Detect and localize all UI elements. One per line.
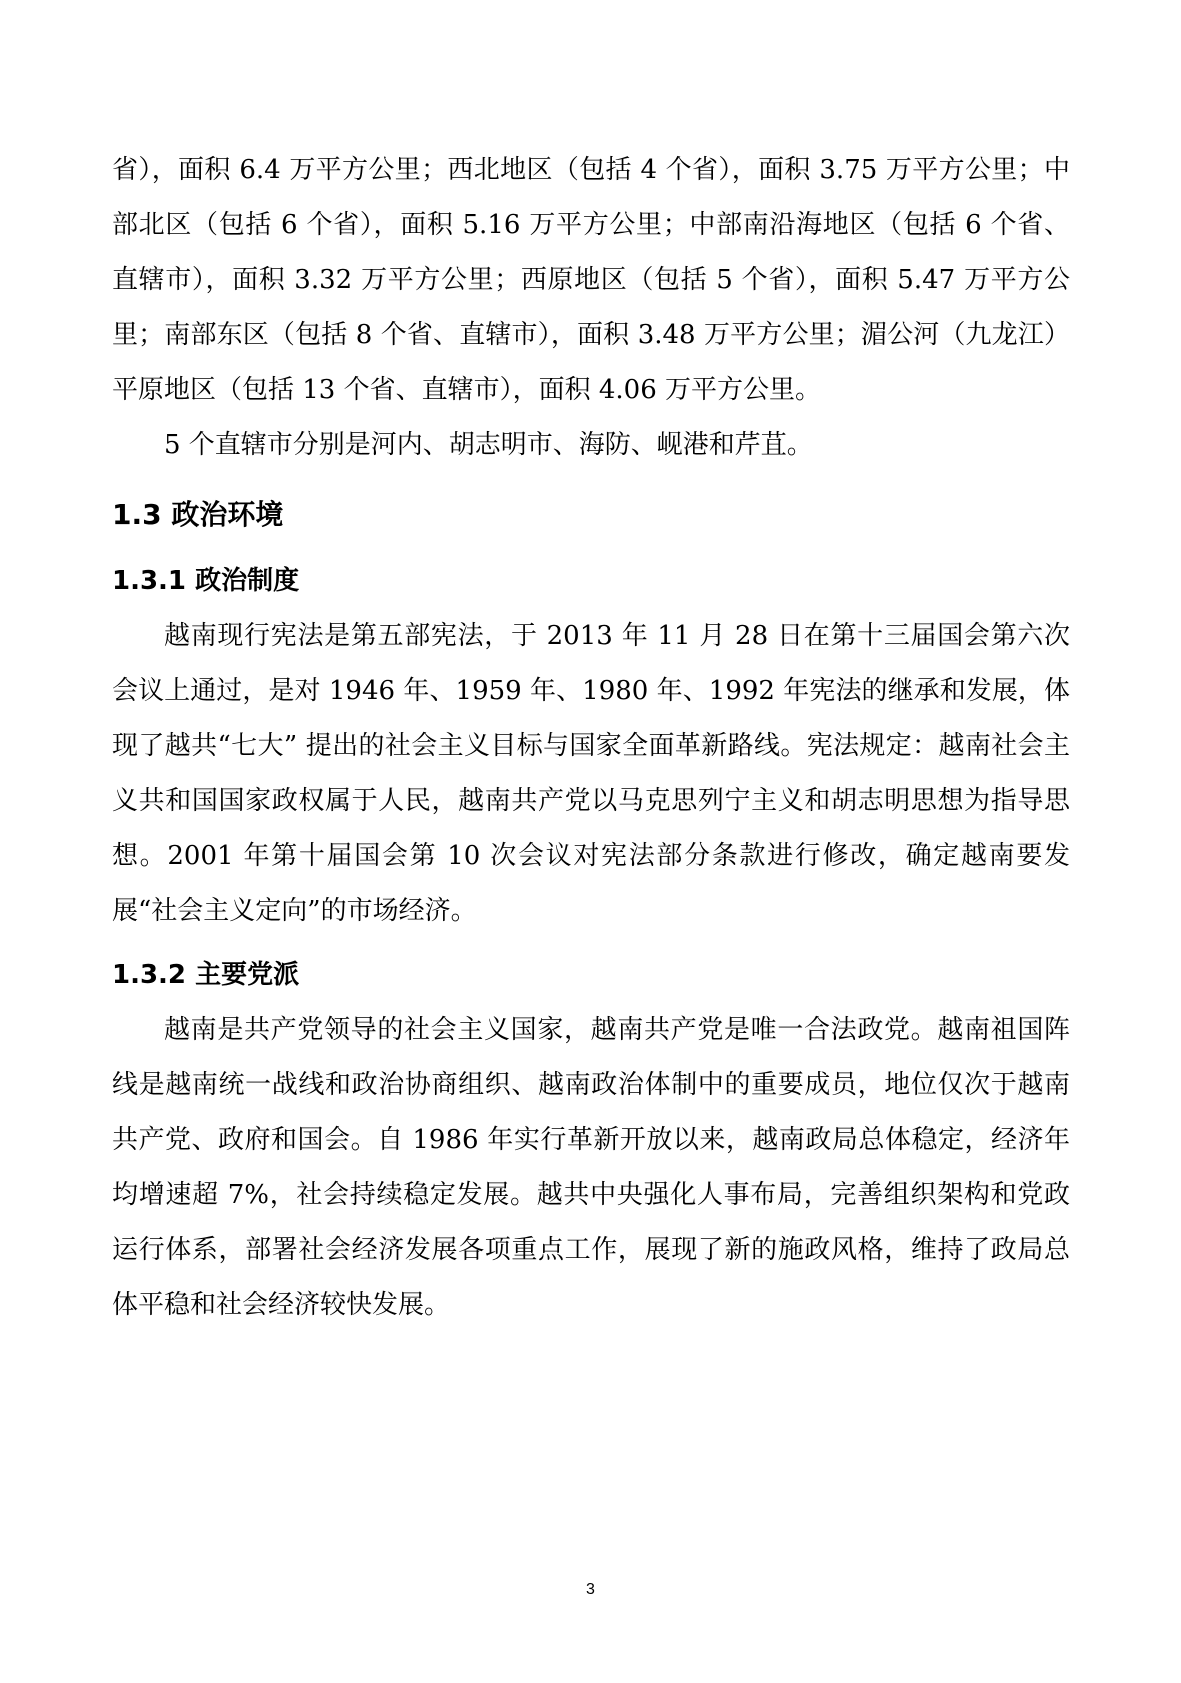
subsection-heading-main-parties: 1.3.2 主要党派: [112, 960, 300, 990]
page-body: [112, 143, 1070, 1333]
paragraph-parties: 越南是共产党领导的社会主义国家，越南共产党是唯一合法政党。越南祖国阵线是越南统一战线和政治协商组织、越南政治体制中的重要成员，地位仅次于越南共产党、政府和国会。自 1986 年实行革新开放以来，越南政局总体稳定，经济年均增速超 7%，社会持续稳定发展。越共中央强化人事布局，完善组织架构和党政运行体系，部署社会经济发展各项重点工作，展现了新的施政风格，维持了政局总体平稳和社会经济较快发展。: [112, 1015, 1070, 1320]
page-number: 3: [586, 1581, 595, 1598]
subsection-heading-political-system: 1.3.1 政治制度: [112, 566, 300, 596]
paragraph-regions-area: 省），面积 6.4 万平方公里；西北地区（包括 4 个省），面积 3.75 万平方公里；中部北区（包括 6 个省），面积 5.16 万平方公里；中部南沿海地区（包括 6 个省、直辖市），面积 3.32 万平方公里；西原地区（包括 5 个省），面积 5.47 万平方公里；南部东区（包括 8 个省、直辖市），面积 3.48 万平方公里；湄公河（九龙江）平原地区（包括 13 个省、直辖市），面积 4.06 万平方公里。: [112, 155, 1070, 405]
section-heading-political-environment: 1.3 政治环境: [112, 498, 284, 531]
paragraph-municipalities: 5 个直辖市分别是河内、胡志明市、海防、岘港和芹苴。: [164, 430, 813, 460]
paragraph-constitution: 越南现行宪法是第五部宪法，于 2013 年 11 月 28 日在第十三届国会第六次会议上通过，是对 1946 年、1959 年、1980 年、1992 年宪法的继承和发展，体现了越共“七大” 提出的社会主义目标与国家全面革新路线。宪法规定：越南社会主义共和国国家政权属于人民，越南共产党以马克思列宁主义和胡志明思想为指导思想。2001 年第十届国会第 10 次会议对宪法部分条款进行修改，确定越南要发展“社会主义定向”的市场经济。: [112, 621, 1070, 926]
